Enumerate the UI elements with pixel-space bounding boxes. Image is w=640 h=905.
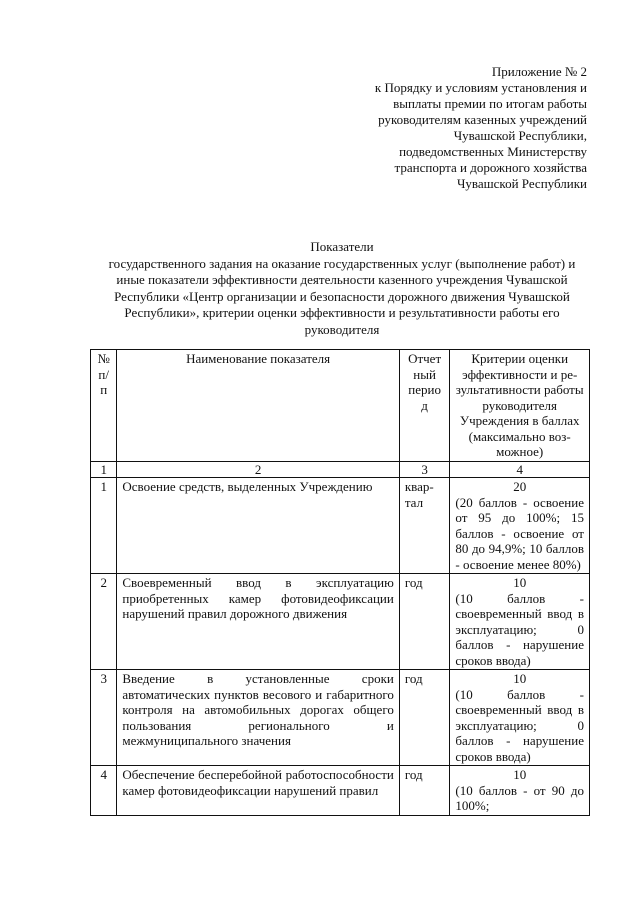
table-row xyxy=(91,670,590,766)
criteria-description: (10 баллов - от 90 до 100%; xyxy=(455,782,584,813)
indicator-name: Введение в установленные сроки автоматических пунктов весового и габаритного контроля на автомобильных дорогах общего пользования регионального и межмуниципального значения xyxy=(117,670,399,766)
appendix-line: руководителям казенных учреждений xyxy=(378,112,587,127)
column-number: 4 xyxy=(450,461,590,478)
appendix-line: выплаты премии по итогам работы xyxy=(393,96,587,111)
row-number: 3 xyxy=(91,670,117,766)
header-criteria: Критерии оценки эффективности и ре-зультативности работы руководителя Учреждения в баллах (максимально воз-можное) xyxy=(450,350,590,462)
appendix-line: Чувашской Республики, xyxy=(453,128,587,143)
criteria-score: 20 xyxy=(513,479,527,494)
table-header-row xyxy=(91,350,590,462)
criteria-score: 10 xyxy=(513,767,527,782)
criteria-cell xyxy=(450,478,590,574)
criteria-score: 10 xyxy=(513,671,527,686)
criteria-description: (10 баллов - своевременный ввод в эксплуатацию; 0 баллов - нарушение сроков ввода) xyxy=(455,590,584,668)
column-number: 2 xyxy=(117,461,399,478)
criteria-cell xyxy=(450,670,590,766)
criteria-description: (20 баллов - освоение от 95 до 100%; 15 баллов - освоение от 80 до 94,9%; 10 баллов - освоение менее 80%) xyxy=(455,494,584,572)
header-num: № п/п xyxy=(91,350,117,462)
column-number: 3 xyxy=(399,461,450,478)
report-period: год xyxy=(399,766,450,816)
indicator-name: Освоение средств, выделенных Учреждению xyxy=(117,478,399,574)
row-number: 4 xyxy=(91,766,117,816)
table-row xyxy=(91,574,590,670)
appendix-line: подведомственных Министерству xyxy=(399,144,587,159)
table-row xyxy=(91,478,590,574)
header-name: Наименование показателя xyxy=(117,350,399,462)
indicators-table xyxy=(90,349,590,816)
criteria-cell xyxy=(450,766,590,816)
heading-title: Показатели xyxy=(310,239,374,254)
column-numbers-row xyxy=(91,461,590,478)
indicator-name: Своевременный ввод в эксплуатацию приобретенных камер фотовидеофиксации нарушений правил дорожного движения xyxy=(117,574,399,670)
column-number: 1 xyxy=(91,461,117,478)
heading-body: государственного задания на оказание государственных услуг (выполнение работ) и иные показатели эффективности деятельности казенного учреждения Чувашской Республики «Центр организации и безопасности дорожного движения Чувашской Республики», критерии оценки эффективности и результативности работы его руководителя xyxy=(108,255,576,337)
criteria-description: (10 баллов - своевременный ввод в эксплуатацию; 0 баллов - нарушение сроков ввода) xyxy=(455,686,584,764)
indicator-name: Обеспечение бесперебойной работоспособности камер фотовидеофиксации нарушений правил xyxy=(117,766,399,816)
appendix-line: Чувашской Республики xyxy=(456,176,587,191)
document-heading xyxy=(96,239,588,338)
header-period: Отчет ный перио д xyxy=(399,350,450,462)
criteria-score: 10 xyxy=(513,575,527,590)
report-period: год xyxy=(399,670,450,766)
report-period: квар-тал xyxy=(399,478,450,574)
table-row xyxy=(91,766,590,816)
appendix-line: транспорта и дорожного хозяйства xyxy=(394,160,587,175)
appendix-header xyxy=(287,64,587,192)
criteria-cell xyxy=(450,574,590,670)
row-number: 2 xyxy=(91,574,117,670)
row-number: 1 xyxy=(91,478,117,574)
report-period: год xyxy=(399,574,450,670)
appendix-line: к Порядку и условиям установления и xyxy=(374,80,587,95)
appendix-line: Приложение № 2 xyxy=(491,64,587,79)
